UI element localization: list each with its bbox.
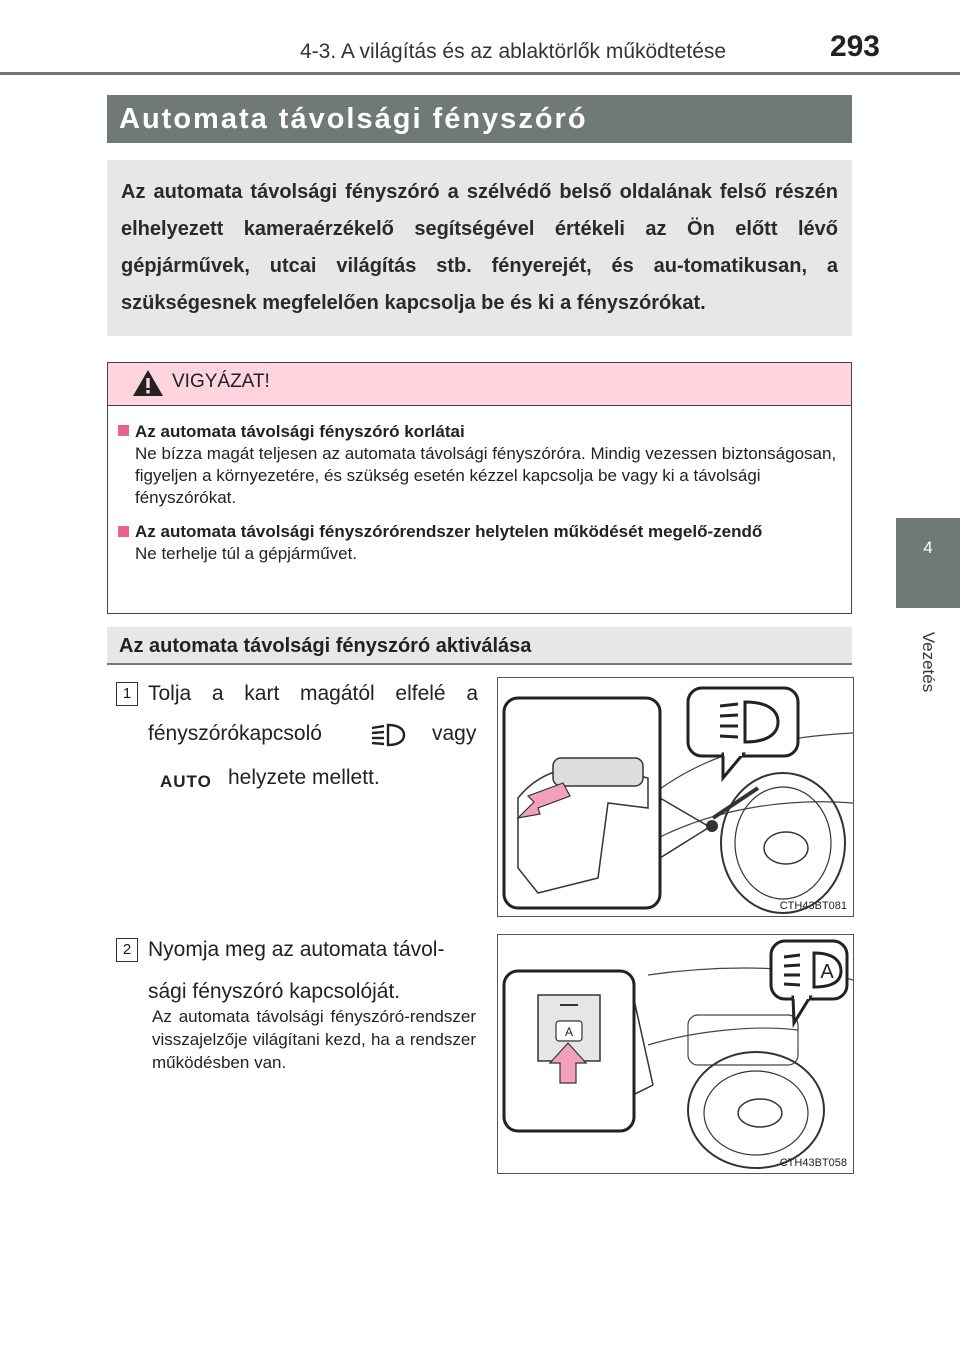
step-2-text: Nyomja meg az automata távol-sági fényszóró kapcsolóját. bbox=[148, 938, 445, 1003]
step-2-note: Az automata távolsági fényszóró-rendszer visszajelzője világítani kezd, ha a rendszer működésben van. bbox=[152, 1007, 476, 1072]
page-number: 293 bbox=[829, 30, 880, 63]
subsection-heading: Az automata távolsági fényszóró aktiválása bbox=[107, 627, 852, 665]
figure-switch-illustration bbox=[497, 934, 854, 1174]
figure-code: CTH43BT058 bbox=[779, 1157, 847, 1169]
warning-item-body: Ne bízza magát teljesen az automata távolsági fényszóróra. Mindig vezessen biztonságosan, figyeljen a környezetére, és szükség esetén kézzel kapcsolja be vagy ki a távolsági fényszórókat. bbox=[135, 444, 837, 507]
warning-item-heading: Az automata távolsági fényszórórendszer helytelen működését megelő-zendő bbox=[135, 522, 763, 541]
svg-text:A: A bbox=[564, 1025, 574, 1039]
step-1-text-line-2: fényszórókapcsoló bbox=[148, 722, 322, 745]
intro-box: Az automata távolsági fényszóró a szélvédő belső oldalának felső részén elhelyezett kameraérzékelő segítségével értékeli az Ön előtt lévő gépjárművek, utcai világítás stb. fényerejét, és au-tomatikusan, a szükségesnek megfelelően kapcsolja be és ki a fényszórókat. bbox=[107, 160, 852, 336]
page-title: Automata távolsági fényszóró bbox=[107, 95, 852, 143]
warning-triangle-icon bbox=[132, 369, 164, 397]
warning-box bbox=[107, 362, 852, 614]
headlight-high-beam-icon bbox=[368, 722, 408, 748]
switch-illustration bbox=[498, 935, 853, 1173]
warning-title: VIGYÁZAT! bbox=[172, 371, 270, 392]
chapter-label-text: Vezetés bbox=[919, 631, 938, 693]
chapter-label bbox=[896, 612, 960, 712]
warning-item-body: Ne terhelje túl a gépjárművet. bbox=[135, 544, 358, 563]
step-1-text-vagy: vagy bbox=[432, 722, 477, 745]
auto-position-icon: AUTO bbox=[160, 772, 212, 791]
chapter-tab: 4 bbox=[896, 518, 960, 608]
bullet-square-icon bbox=[118, 425, 129, 436]
lever-illustration bbox=[498, 678, 853, 916]
bullet-square-icon bbox=[118, 526, 129, 537]
warning-item bbox=[118, 521, 838, 565]
warning-item-heading: Az automata távolsági fényszóró korlátai bbox=[135, 422, 465, 441]
step-number-1: 1 bbox=[116, 682, 138, 706]
step-1-text-line-3: helyzete mellett. bbox=[228, 766, 380, 789]
warning-item bbox=[118, 421, 838, 509]
figure-lever-illustration bbox=[497, 677, 854, 917]
svg-text:A: A bbox=[820, 961, 834, 983]
header-rule bbox=[0, 72, 960, 75]
step-number-2: 2 bbox=[116, 938, 138, 962]
step-1-text-line-1: Tolja a kart magától elfelé a bbox=[148, 682, 478, 705]
figure-code: CTH43BT081 bbox=[779, 900, 847, 912]
warning-header bbox=[108, 363, 851, 406]
section-header: 4-3. A világítás és az ablaktörlők működtetése bbox=[300, 40, 727, 63]
